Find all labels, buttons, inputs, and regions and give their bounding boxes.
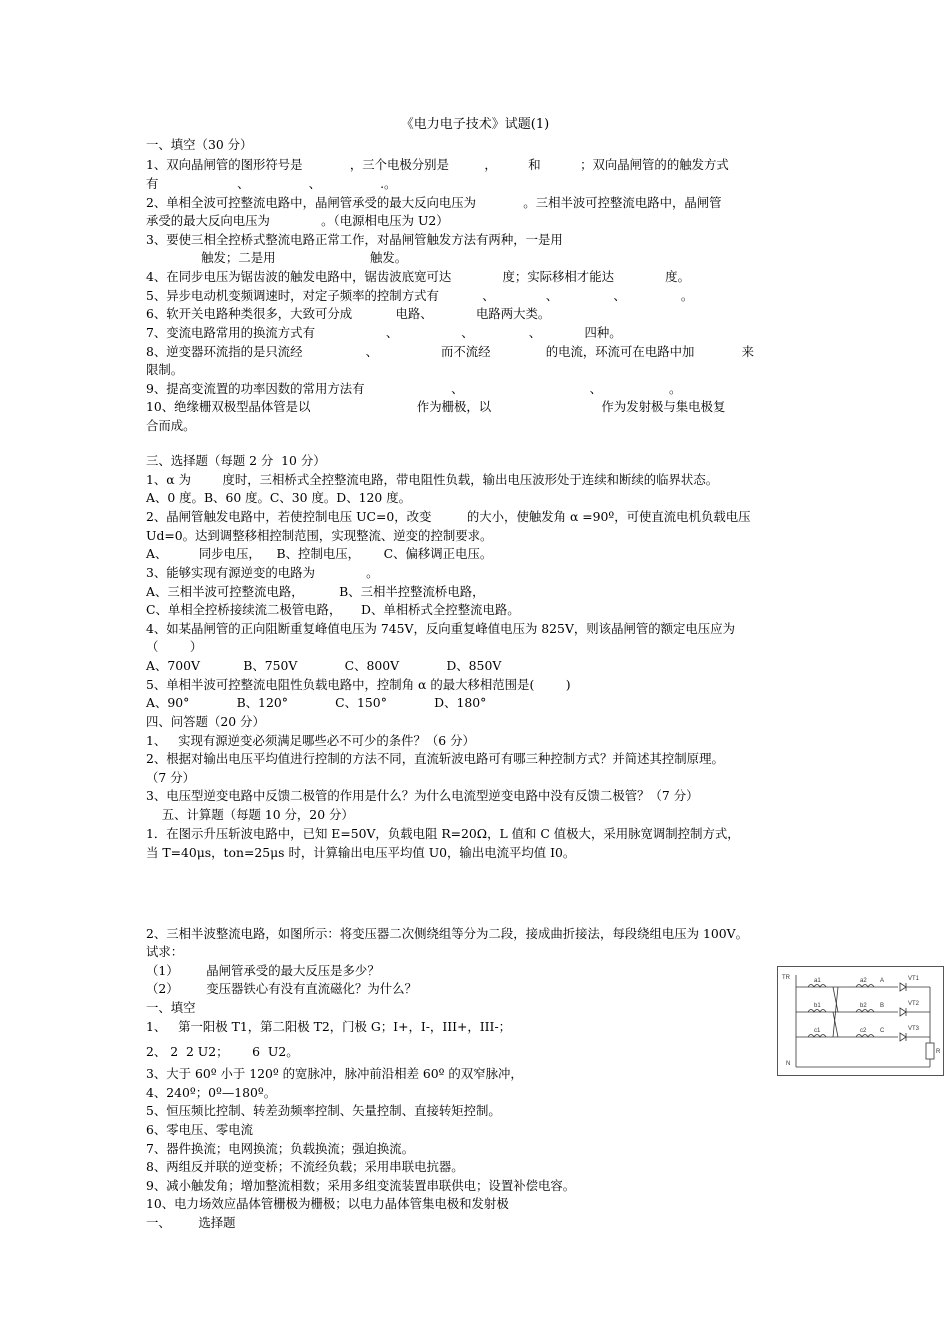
text-line: 3、大于 60º 小于 120º 的宽脉冲，脉冲前沿相差 60º 的双窄脉冲， xyxy=(146,1066,523,1081)
page-title: 《电力电子技术》试题(1) xyxy=(400,117,550,132)
text-line: 1、 实现有源逆变必须满足哪些必不可少的条件？（6 分） xyxy=(146,733,475,748)
circuit-label: a2 xyxy=(860,978,867,984)
circuit-label: b1 xyxy=(814,1003,821,1009)
text-line: （2） 变压器铁心有没有直流磁化？为什么？ xyxy=(146,981,417,996)
text-line: 2、根据对输出电压平均值进行控制的方法不同，直流斩波电路可有哪三种控制方式？并简述其控制原理。 xyxy=(146,751,724,766)
text-line: 一、填空 xyxy=(146,1000,196,1015)
text-line: C、单相全控桥接续流二极管电路， D、单相桥式全控整流电路。 xyxy=(146,602,520,617)
text-line: 1、 第一阳极 T1，第二阳极 T2，门极 G；I+，I-，III+，III-； xyxy=(146,1019,512,1034)
text-line: （ ） xyxy=(146,639,203,654)
circuit-diagram xyxy=(777,966,944,1076)
text-line: 3、能够实现有源逆变的电路为 。 xyxy=(146,565,379,580)
circuit-label: c2 xyxy=(860,1028,867,1034)
circuit-label: VT1 xyxy=(908,976,920,982)
text-line: 3、电压型逆变电路中反馈二极管的作用是什么？为什么电流型逆变电路中没有反馈二极管？（7 分） xyxy=(146,788,699,803)
circuit-label: N xyxy=(786,1061,791,1067)
text-line: 4、240º；0º—180º。 xyxy=(146,1085,277,1100)
text-line: 2、单相全波可控整流电路中，晶闸管承受的最大反向电压为 。三相半波可控整流电路中，晶闸管 xyxy=(146,195,722,210)
text-line: A、 同步电压， B、控制电压， C、偏移调正电压。 xyxy=(146,546,493,561)
text-line: 5、恒压频比控制、转差劲频率控制、矢量控制、直接转矩控制。 xyxy=(146,1103,501,1118)
text-line: 9、提高变流置的功率因数的常用方法有 、 、 。 xyxy=(146,381,682,396)
text-line: 5、异步电动机变频调速时，对定子频率的控制方式有 、 、 、 。 xyxy=(146,288,694,303)
text-line: 3、要使三相全控桥式整流电路正常工作，对晶闸管触发方法有两种，一是用 xyxy=(146,232,563,247)
text-line: 9、减小触发角；增加整流相数；采用多组变流装置串联供电；设置补偿电容。 xyxy=(146,1178,576,1193)
circuit-label: B xyxy=(880,1003,885,1009)
text-line: 6、软开关电路种类很多，大致可分成 电路、 电路两大类。 xyxy=(146,306,551,321)
text-line: 1、双向晶闸管的图形符号是 ，三个电极分别是 ， 和 ；双向晶闸管的的触发方式 xyxy=(146,157,729,172)
text-line: 触发；二是用 触发。 xyxy=(146,250,408,265)
text-line: 1．在图示升压斩波电路中，已知 E=50V，负载电阻 R=20Ω，L 值和 C 值极大，采用脉宽调制控制方式， xyxy=(146,826,740,841)
circuit-label: C xyxy=(880,1028,885,1034)
text-line: 4、在同步电压为锯齿波的触发电路中，锯齿波底宽可达 度；实际移相才能达 度。 xyxy=(146,269,690,284)
text-line: 2、晶闸管触发电路中，若使控制电压 UC=0，改变 的大小，使触发角 α =90º，可使直流电机负载电压 xyxy=(146,509,751,524)
text-line: A、0 度。B、60 度。C、30 度。D、120 度。 xyxy=(146,490,411,505)
text-line: 有 、 、 .。 xyxy=(146,176,397,191)
text-line: 四、问答题（20 分） xyxy=(146,714,265,729)
text-line: 8、两组反并联的逆变桥；不流经负载；采用串联电抗器。 xyxy=(146,1159,464,1174)
text-line: 承受的最大反向电压为 。（电源相电压为 U2） xyxy=(146,213,449,228)
text-line: （1） 晶闸管承受的最大反压是多少？ xyxy=(146,963,380,978)
text-line: 7、器件换流；电网换流；负载换流；强迫换流。 xyxy=(146,1141,415,1156)
text-line: 三、选择题（每题 2 分 10 分） xyxy=(146,453,326,468)
text-line: A、90° B、120° C、150° D、180° xyxy=(146,695,487,710)
circuit-label: R xyxy=(936,1049,941,1055)
text-line: （7 分） xyxy=(146,770,195,785)
circuit-label: b2 xyxy=(860,1003,867,1009)
circuit-label: VT2 xyxy=(908,1001,920,1007)
text-line: 5、单相半波可控整流电阻性负载电路中，控制角 α 的最大移相范围是( ) xyxy=(146,677,571,692)
text-line: 7、变流电路常用的换流方式有 、 、 、 四种。 xyxy=(146,325,622,340)
text-line: 4、如某晶闸管的正向阻断重复峰值电压为 745V，反向重复峰值电压为 825V，则该晶闸管的额定电压应为 xyxy=(146,621,735,636)
circuit-label: A xyxy=(880,978,885,984)
text-line: 限制。 xyxy=(146,362,184,377)
text-line: 五、计算题（每题 10 分，20 分） xyxy=(146,807,354,822)
text-line: 10、电力场效应晶体管栅极为栅极；以电力晶体管集电极和发射极 xyxy=(146,1196,509,1211)
circuit-label: VT3 xyxy=(908,1026,920,1032)
text-line: 2、三相半波整流电路，如图所示：将变压器二次侧绕组等分为二段，接成曲折接法，每段绕组电压为 100V。 xyxy=(146,926,748,941)
text-line: 一、 选择题 xyxy=(146,1215,236,1230)
text-line: 8、逆变器环流指的是只流经 、 而不流经 的电流，环流可在电路中加 来 xyxy=(146,344,755,359)
text-line: 合而成。 xyxy=(146,418,196,433)
text-line: A、700V B、750V C、800V D、850V xyxy=(146,658,502,673)
text-line: 试求： xyxy=(146,944,184,959)
circuit-label: c1 xyxy=(814,1028,821,1034)
text-line: Ud=0。达到调整移相控制范围，实现整流、逆变的控制要求。 xyxy=(146,528,493,543)
text-line: 1、α 为 度时，三相桥式全控整流电路，带电阻性负载，输出电压波形处于连续和断续的临界状态。 xyxy=(146,472,719,487)
text-line: 2、 2 2 U2； 6 U2。 xyxy=(146,1044,299,1059)
text-line: 10、绝缘栅双极型晶体管是以 作为栅极，以 作为发射极与集电极复 xyxy=(146,399,726,414)
text-line: A、三相半波可控整流电路， B、三相半控整流桥电路， xyxy=(146,584,485,599)
circuit-label: a1 xyxy=(814,978,821,984)
text-line: 当 T=40μs，ton=25μs 时，计算输出电压平均值 U0，输出电流平均值 I0。 xyxy=(146,845,576,860)
text-line: 6、零电压、零电流 xyxy=(146,1122,254,1137)
text-line: 一、填空（30 分） xyxy=(146,137,253,152)
circuit-label: TR xyxy=(782,975,790,981)
